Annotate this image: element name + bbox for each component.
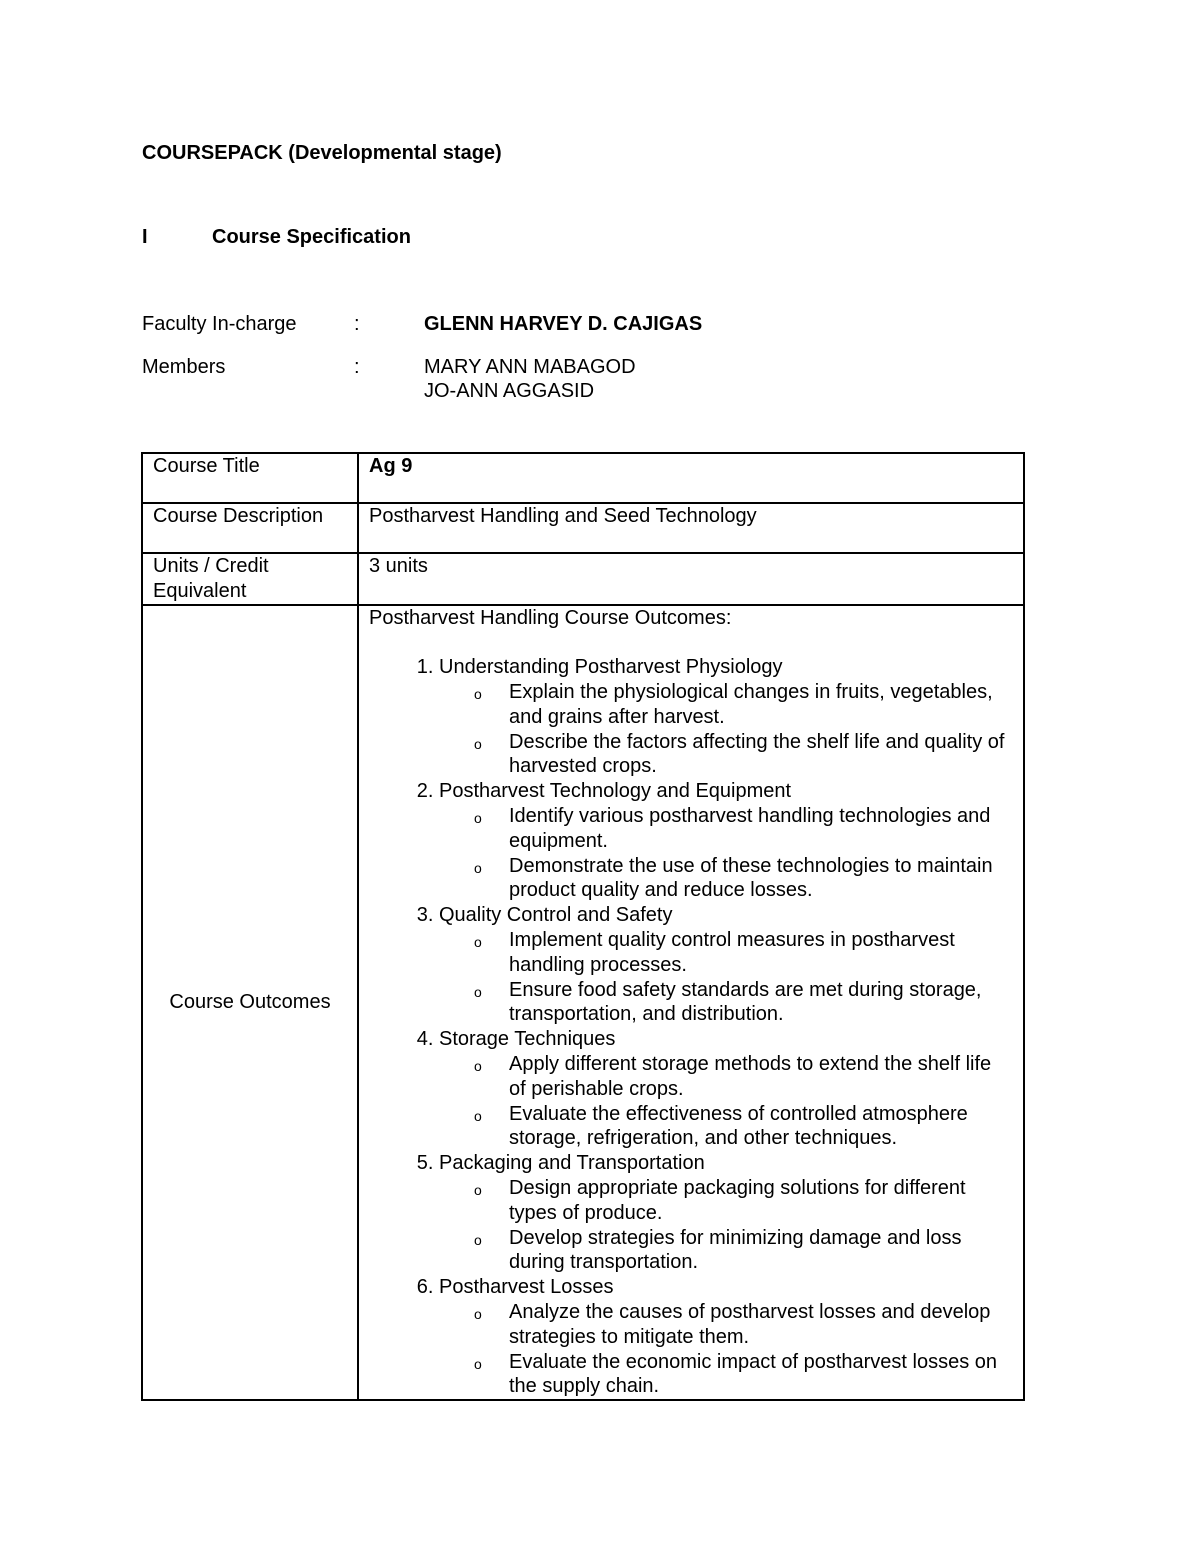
outcome-sub-list: [439, 1176, 1013, 1275]
faculty-label: Faculty In-charge: [142, 313, 297, 335]
section-number: I: [142, 226, 148, 248]
outcome-sub-list: [439, 1300, 1013, 1399]
course-outcomes-label: Course Outcomes: [142, 605, 358, 1401]
bullet-icon: o: [474, 685, 482, 702]
bullet-icon: o: [474, 1107, 482, 1124]
outcome-title: Understanding Postharvest Physiology: [439, 656, 783, 679]
outcome-sub-item: o Design appropriate packaging solutions for different types of produce.: [474, 1176, 966, 1224]
course-spec-table: [141, 452, 1025, 1401]
outcome-sub-item: o Implement quality control measures in postharvest handling processes.: [474, 928, 955, 976]
outcome-sub-item: o Identify various postharvest handling technologies and equipment.: [474, 804, 991, 852]
outcome-title: Quality Control and Safety: [439, 904, 673, 927]
members-label: Members: [142, 356, 226, 378]
units-label: Units / Credit Equivalent: [142, 553, 358, 605]
faculty-row: [142, 312, 702, 336]
outcome-sub-item: o Analyze the causes of postharvest losses and develop strategies to mitigate them.: [474, 1300, 991, 1348]
outcome-sub-item: o Evaluate the economic impact of postharvest losses on the supply chain.: [474, 1350, 998, 1398]
document-title: COURSEPACK (Developmental stage): [142, 142, 502, 164]
course-title-label: Course Title: [142, 453, 358, 503]
outcome-item: [439, 1275, 1013, 1399]
course-description-row: [142, 503, 1024, 553]
outcome-title: Packaging and Transportation: [439, 1152, 705, 1175]
outcome-item: [439, 903, 1013, 1027]
members-row: [142, 355, 636, 403]
outcome-sub-item: o Apply different storage methods to extend the shelf life of perishable crops.: [474, 1052, 992, 1100]
outcome-sub-item: o Ensure food safety standards are met during storage, transportation, and distribution.: [474, 978, 982, 1026]
outcome-list: [369, 655, 1013, 1399]
outcome-title: Postharvest Losses: [439, 1276, 614, 1299]
units-value: 3 units: [358, 553, 1024, 605]
outcome-sub-list: [439, 804, 1013, 903]
outcome-sub-item: o Describe the factors affecting the shelf life and quality of harvested crops.: [474, 730, 1005, 778]
bullet-icon: o: [474, 859, 482, 876]
member-name: MARY ANN MABAGOD: [424, 356, 636, 378]
outcome-sub-item: o Evaluate the effectiveness of controlled atmosphere storage, refrigeration, and other techniques.: [474, 1102, 968, 1150]
outcome-item: [439, 779, 1013, 903]
bullet-icon: o: [474, 933, 482, 950]
outcome-sub-item: o Develop strategies for minimizing damage and loss during transportation.: [474, 1226, 962, 1274]
course-title-value: Ag 9: [358, 453, 1024, 503]
course-description-value: Postharvest Handling and Seed Technology: [358, 503, 1024, 553]
members-list: [424, 355, 636, 403]
course-outcomes-row: [142, 605, 1024, 1401]
outcome-item: [439, 1027, 1013, 1151]
section-heading: [142, 226, 411, 249]
bullet-icon: o: [474, 1305, 482, 1322]
course-title-row: [142, 453, 1024, 503]
bullet-icon: o: [474, 1181, 482, 1198]
bullet-icon: o: [474, 1355, 482, 1372]
course-description-label: Course Description: [142, 503, 358, 553]
outcome-sub-list: [439, 680, 1013, 779]
members-colon: :: [354, 356, 360, 378]
outcome-item: [439, 1151, 1013, 1275]
outcome-sub-list: [439, 928, 1013, 1027]
outcomes-intro: Postharvest Handling Course Outcomes:: [369, 606, 732, 629]
outcome-sub-list: [439, 1052, 1013, 1151]
faculty-colon: :: [354, 313, 360, 335]
bullet-icon: o: [474, 735, 482, 752]
outcome-title: Postharvest Technology and Equipment: [439, 780, 792, 803]
member-name: JO-ANN AGGASID: [424, 380, 595, 402]
outcome-title: Storage Techniques: [439, 1028, 616, 1051]
outcome-item: [439, 655, 1013, 779]
outcome-sub-item: o Demonstrate the use of these technologies to maintain product quality and reduce losses.: [474, 854, 993, 902]
bullet-icon: o: [474, 1057, 482, 1074]
section-title: Course Specification: [212, 226, 411, 248]
units-row: [142, 553, 1024, 605]
bullet-icon: o: [474, 983, 482, 1000]
course-outcomes-cell: [358, 605, 1024, 1401]
faculty-name: GLENN HARVEY D. CAJIGAS: [424, 313, 703, 335]
bullet-icon: o: [474, 1231, 482, 1248]
outcome-sub-item: o Explain the physiological changes in fruits, vegetables, and grains after harvest.: [474, 680, 993, 728]
bullet-icon: o: [474, 809, 482, 826]
